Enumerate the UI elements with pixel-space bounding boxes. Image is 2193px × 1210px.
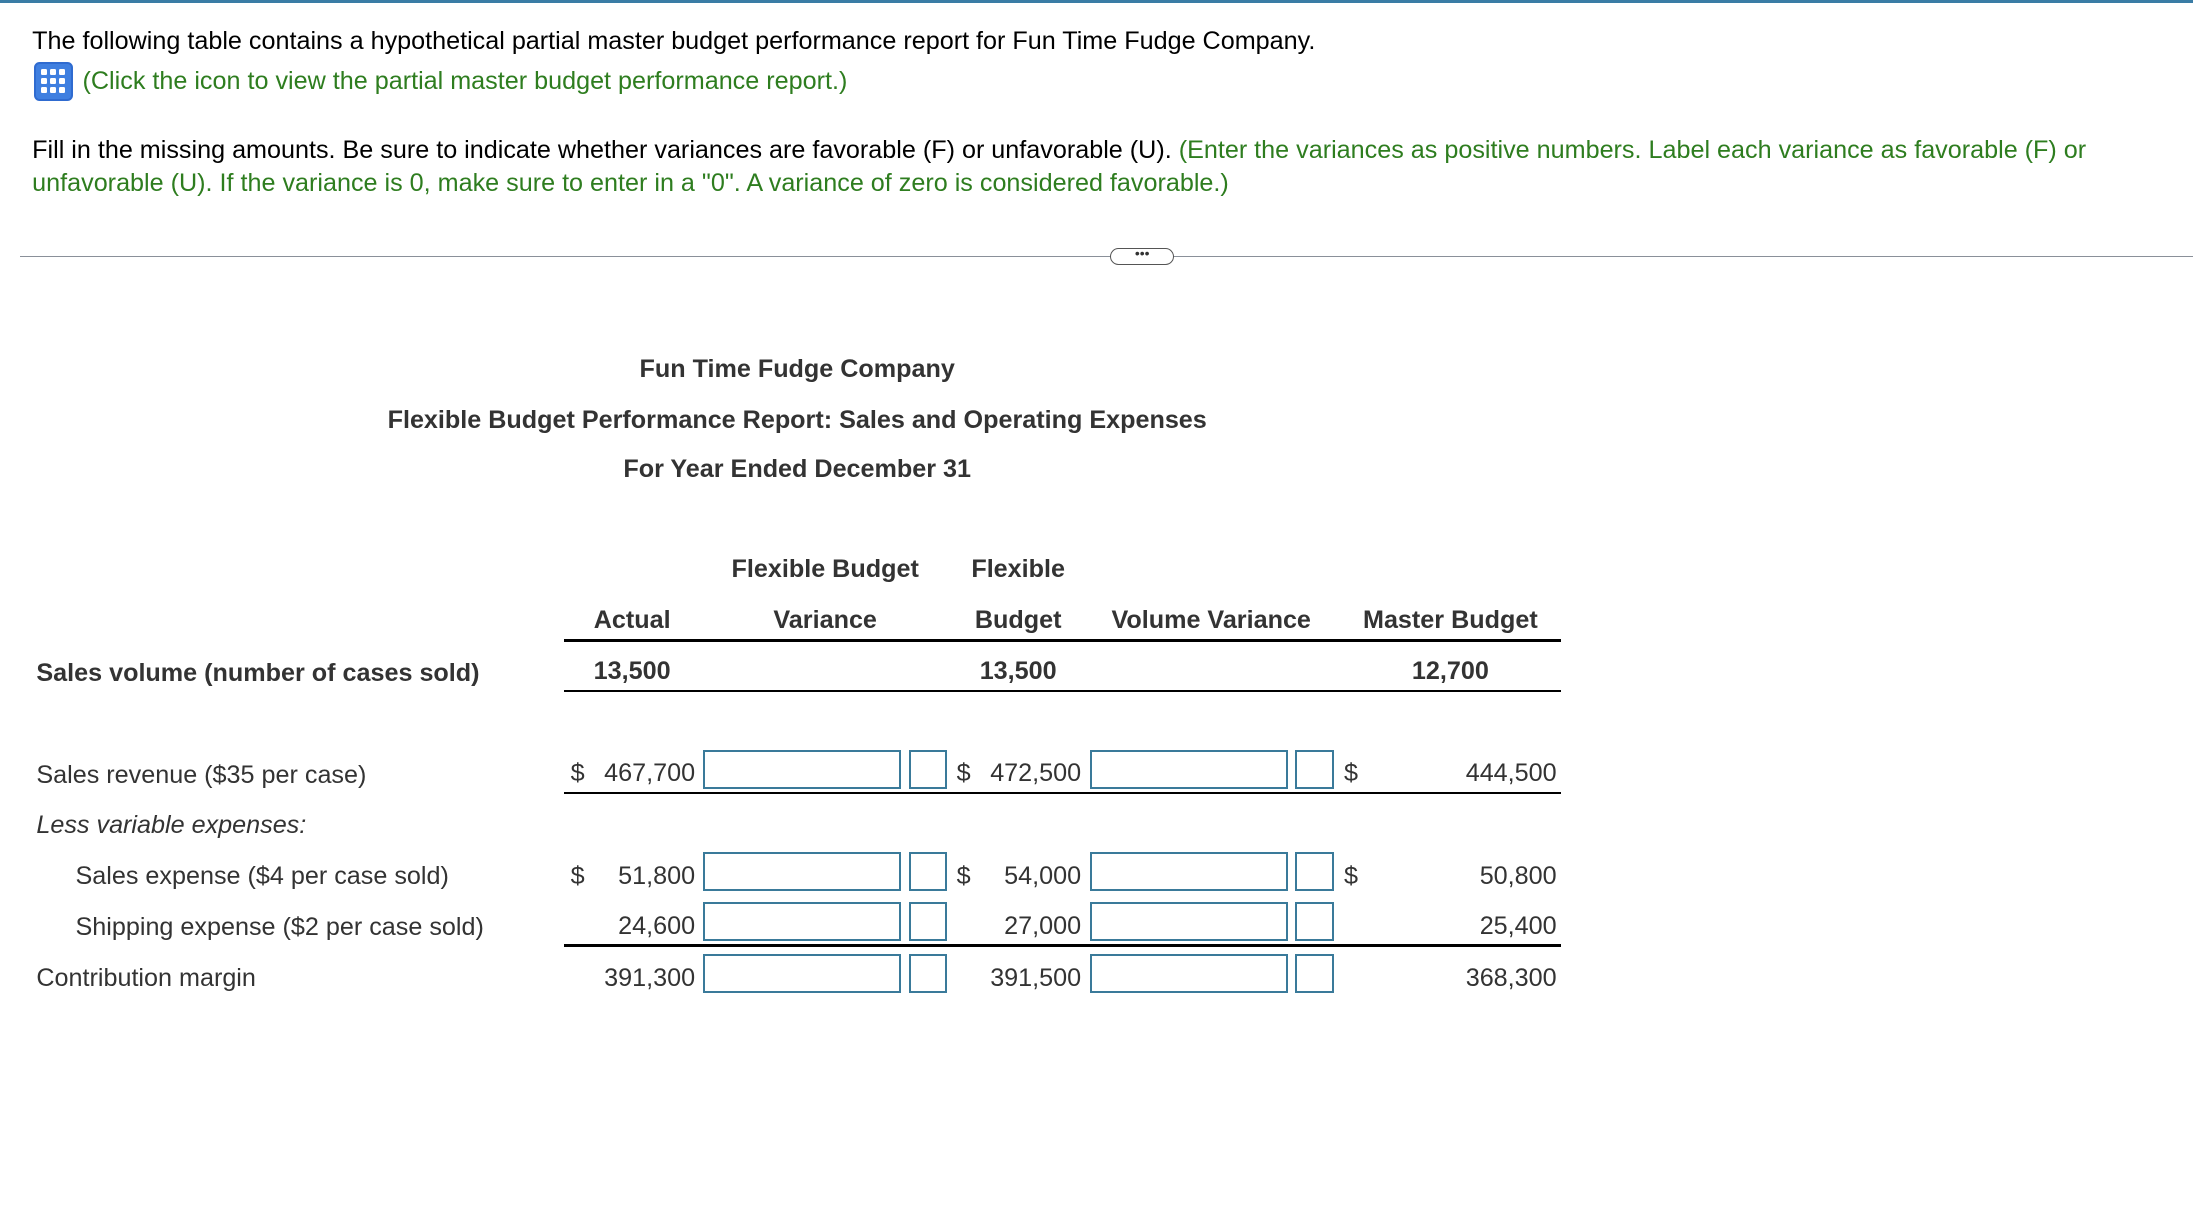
expand-button[interactable]: ••• — [1110, 248, 1174, 265]
row-label-shipping-expense: Shipping expense ($2 per case sold) — [75, 913, 484, 942]
revenue-volume-fu-input[interactable] — [1295, 750, 1334, 789]
currency: $ — [570, 759, 585, 788]
header-fbv-2: Variance — [773, 605, 877, 634]
cm-volume-input[interactable] — [1090, 954, 1289, 993]
header-master: Master Budget — [1362, 605, 1538, 634]
currency: $ — [956, 759, 971, 788]
sales-expense-volume-fu-input[interactable] — [1295, 852, 1334, 891]
revenue-flex: 472,500 — [990, 759, 1082, 788]
company-name: Fun Time Fudge Company — [639, 355, 955, 384]
view-report-link[interactable]: (Click the icon to view the partial master budget performance report.) — [82, 67, 848, 96]
volume-actual: 13,500 — [593, 657, 671, 686]
header-volume: Volume Variance — [1111, 605, 1311, 634]
revenue-fbv-input[interactable] — [703, 750, 900, 789]
instructions-text: Fill in the missing amounts. Be sure to indicate whether variances are favorable (F) or unfavorable (U). — [32, 135, 1172, 164]
shipping-expense-fbv-fu-input[interactable] — [909, 902, 947, 941]
header-fbv-1: Flexible Budget — [731, 555, 919, 584]
shipping-expense-actual: 24,600 — [618, 911, 696, 940]
row-label-sales-expense: Sales expense ($4 per case sold) — [75, 861, 449, 890]
report-title: Flexible Budget Performance Report: Sales and Operating Expenses — [387, 405, 1207, 434]
sales-expense-actual: 51,800 — [618, 861, 696, 890]
table-icon[interactable] — [34, 62, 73, 101]
cm-master: 368,300 — [1465, 963, 1557, 992]
cm-volume-fu-input[interactable] — [1295, 954, 1334, 993]
cm-fbv-fu-input[interactable] — [909, 954, 947, 993]
row-label-revenue: Sales revenue ($35 per case) — [36, 760, 367, 789]
expense-rule — [564, 944, 1561, 947]
revenue-fbv-fu-input[interactable] — [909, 750, 947, 789]
row-label-cm: Contribution margin — [36, 963, 256, 992]
header-flex-2: Budget — [974, 605, 1062, 634]
instructions-note-cont: unfavorable (U). If the variance is 0, make sure to enter in a "0". A variance of zero is considered favorable.) — [32, 169, 1229, 198]
header-rule — [564, 639, 1561, 642]
report-period: For Year Ended December 31 — [623, 454, 972, 483]
header-actual: Actual — [593, 605, 671, 634]
currency: $ — [1344, 861, 1359, 890]
header-flex-1: Flexible — [971, 555, 1066, 584]
shipping-expense-volume-fu-input[interactable] — [1295, 902, 1334, 941]
currency: $ — [570, 861, 585, 890]
revenue-master: 444,500 — [1465, 759, 1557, 788]
shipping-expense-volume-input[interactable] — [1090, 902, 1289, 941]
currency: $ — [1344, 759, 1359, 788]
sales-expense-master: 50,800 — [1479, 861, 1557, 890]
intro-text: The following table contains a hypothetical partial master budget performance report for Fun Time Fudge Company. — [32, 26, 1316, 55]
revenue-rule — [564, 792, 1561, 795]
shipping-expense-flex: 27,000 — [1004, 911, 1082, 940]
instructions-note: (Enter the variances as positive numbers. Label each variance as favorable (F) or — [1178, 135, 2087, 164]
volume-flex: 13,500 — [979, 657, 1057, 686]
top-bar — [0, 0, 2193, 3]
volume-rule — [564, 690, 1561, 693]
sales-expense-fbv-fu-input[interactable] — [909, 852, 947, 891]
currency: $ — [956, 861, 971, 890]
revenue-volume-input[interactable] — [1090, 750, 1289, 789]
divider — [20, 256, 2193, 257]
sales-expense-flex: 54,000 — [1004, 861, 1082, 890]
sales-expense-fbv-input[interactable] — [703, 852, 900, 891]
shipping-expense-fbv-input[interactable] — [703, 902, 900, 941]
cm-fbv-input[interactable] — [703, 954, 900, 993]
row-label-less: Less variable expenses: — [36, 811, 307, 840]
volume-master: 12,700 — [1411, 657, 1489, 686]
cm-flex: 391,500 — [990, 963, 1082, 992]
instructions — [32, 136, 2086, 165]
sales-expense-volume-input[interactable] — [1090, 852, 1289, 891]
revenue-actual: 467,700 — [604, 759, 696, 788]
row-label-volume: Sales volume (number of cases sold) — [36, 658, 480, 687]
cm-actual: 391,300 — [604, 963, 696, 992]
shipping-expense-master: 25,400 — [1479, 911, 1557, 940]
